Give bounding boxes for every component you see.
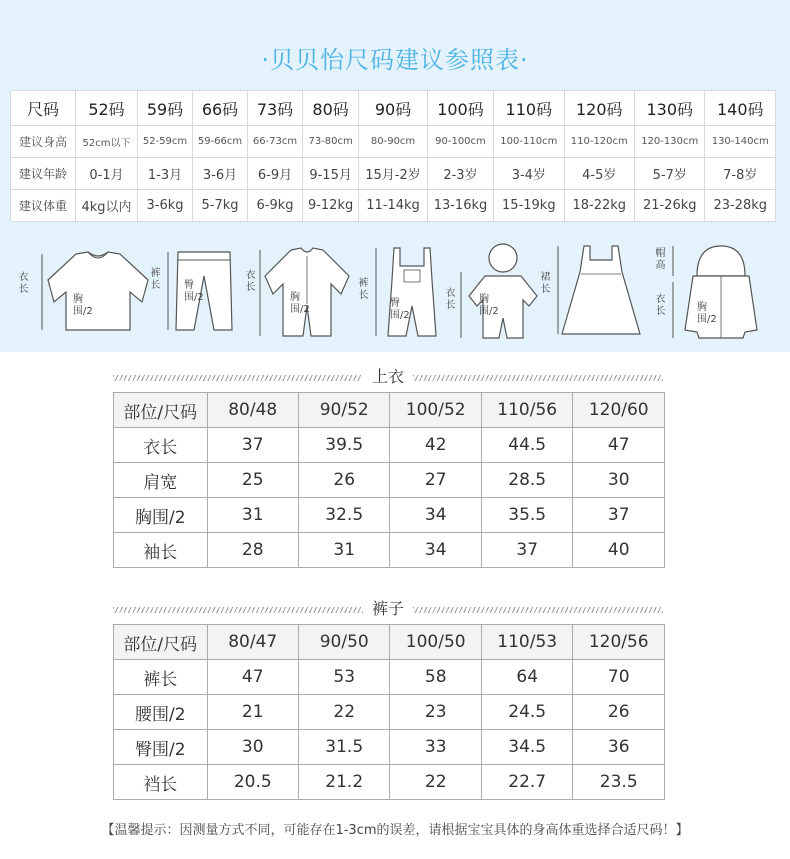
pants-header-cell: 110/53 — [481, 625, 572, 660]
size-cell: 2-3岁 — [427, 158, 493, 190]
tops-row — [114, 533, 665, 568]
size-row-label: 建议体重 — [11, 190, 76, 222]
tops-cell: 37 — [573, 498, 665, 533]
size-header-cell: 120码 — [564, 91, 634, 126]
pants-cell: 23.5 — [573, 765, 665, 800]
size-cell: 5-7kg — [193, 190, 248, 222]
pants-cell: 20.5 — [207, 765, 298, 800]
size-cell: 3-4岁 — [494, 158, 564, 190]
size-guide-banner — [0, 0, 790, 352]
pants-header-cell: 120/56 — [573, 625, 665, 660]
overalls-icon — [372, 244, 452, 340]
tops-cell: 42 — [390, 428, 481, 463]
size-cell: 5-7岁 — [635, 158, 705, 190]
size-header-row — [11, 91, 776, 126]
jacket-chest-label: 胸围/2 — [697, 302, 717, 325]
pants-header-cell: 80/47 — [207, 625, 298, 660]
jumpsuit-icon — [457, 242, 547, 342]
pants-row — [114, 660, 665, 695]
tops-cell: 25 — [207, 463, 298, 498]
size-cell: 66-73cm — [248, 126, 303, 158]
pants-cell: 47 — [207, 660, 298, 695]
size-header-cell: 100码 — [427, 91, 493, 126]
size-header-cell: 140码 — [705, 91, 776, 126]
pants-row — [114, 730, 665, 765]
size-recommendation-table — [10, 90, 776, 222]
tops-cell: 31 — [298, 533, 389, 568]
pants-cell: 21.2 — [298, 765, 389, 800]
pants-cell: 臀围/2 — [114, 730, 208, 765]
pants-header-cell: 100/50 — [390, 625, 481, 660]
tops-cell: 28.5 — [481, 463, 572, 498]
tops-cell: 39.5 — [298, 428, 389, 463]
size-cell: 23-28kg — [705, 190, 776, 222]
pants-cell: 30 — [207, 730, 298, 765]
pants-section-title — [113, 596, 663, 616]
pants-cell: 36 — [573, 730, 665, 765]
shirt-icon — [38, 246, 158, 336]
size-header-cell: 73码 — [248, 91, 303, 126]
pants-cell: 裤长 — [114, 660, 208, 695]
tops-header-cell: 90/52 — [298, 393, 389, 428]
size-header-cell: 66码 — [193, 91, 248, 126]
tops-cell: 34 — [390, 533, 481, 568]
size-header-cell: 59码 — [138, 91, 193, 126]
size-cell: 3-6月 — [193, 158, 248, 190]
tops-cell: 44.5 — [481, 428, 572, 463]
size-cell: 59-66cm — [193, 126, 248, 158]
size-header-cell: 52码 — [76, 91, 138, 126]
footer-note: 【温馨提示：因测量方式不同，可能存在1-3cm的误差，请根据宝宝具体的身高体重选择合适尺码！】 — [101, 823, 689, 838]
pants-hip-label: 臀围/2 — [184, 280, 204, 303]
pants-cell: 24.5 — [481, 695, 572, 730]
size-cell: 11-14kg — [359, 190, 428, 222]
size-cell: 120-130cm — [635, 126, 705, 158]
pants-cell: 31.5 — [298, 730, 389, 765]
tops-cell: 30 — [573, 463, 665, 498]
size-row-label: 建议年龄 — [11, 158, 76, 190]
size-cell: 52-59cm — [138, 126, 193, 158]
pants-cell: 裆长 — [114, 765, 208, 800]
pants-cell: 26 — [573, 695, 665, 730]
pants-cell: 22 — [390, 765, 481, 800]
pants-cell: 22 — [298, 695, 389, 730]
pants-cell: 64 — [481, 660, 572, 695]
tops-header-cell: 100/52 — [390, 393, 481, 428]
overalls-length-label: 裤长 — [358, 278, 369, 301]
tops-cell: 胸围/2 — [114, 498, 208, 533]
tops-cell: 37 — [207, 428, 298, 463]
pants-header-cell: 部位/尺码 — [114, 625, 208, 660]
size-cell: 110-120cm — [564, 126, 634, 158]
size-cell: 90-100cm — [427, 126, 493, 158]
size-cell: 3-6kg — [138, 190, 193, 222]
pants-icon — [164, 246, 244, 336]
hood-height-label: 帽高 — [655, 248, 666, 271]
romper-chest-label: 胸围/2 — [290, 292, 310, 315]
jacket-length-label: 衣长 — [655, 294, 666, 317]
tops-header-cell: 110/56 — [481, 393, 572, 428]
size-row — [11, 158, 776, 190]
tops-cell: 衣长 — [114, 428, 208, 463]
shirt-length-label: 衣长 — [18, 272, 29, 295]
size-cell: 7-8岁 — [705, 158, 776, 190]
size-header-cell: 90码 — [359, 91, 428, 126]
tops-row — [114, 428, 665, 463]
pants-cell: 70 — [573, 660, 665, 695]
tops-cell: 34 — [390, 498, 481, 533]
pants-header-row — [114, 625, 665, 660]
pants-cell: 53 — [298, 660, 389, 695]
size-cell: 21-26kg — [635, 190, 705, 222]
size-header-cell: 110码 — [494, 91, 564, 126]
size-row — [11, 126, 776, 158]
pants-cell: 23 — [390, 695, 481, 730]
tops-cell: 32.5 — [298, 498, 389, 533]
tops-header-row — [114, 393, 665, 428]
size-cell: 100-110cm — [494, 126, 564, 158]
jacket-icon — [669, 242, 759, 342]
tops-cell: 35.5 — [481, 498, 572, 533]
tops-header-cell: 120/60 — [573, 393, 665, 428]
pants-cell: 34.5 — [481, 730, 572, 765]
romper-length-label: 衣长 — [245, 270, 256, 293]
pants-cell: 腰围/2 — [114, 695, 208, 730]
tops-cell: 肩宽 — [114, 463, 208, 498]
tops-cell: 26 — [298, 463, 389, 498]
size-cell: 4kg以内 — [76, 190, 138, 222]
size-cell: 0-1月 — [76, 158, 138, 190]
tops-section-title — [113, 364, 663, 384]
pants-row — [114, 765, 665, 800]
tops-title-label: 上衣 — [371, 367, 404, 386]
size-header-cell: 130码 — [635, 91, 705, 126]
size-header-cell: 80码 — [303, 91, 359, 126]
pants-cell: 22.7 — [481, 765, 572, 800]
overalls-hip-label: 臀围/2 — [390, 298, 410, 321]
size-cell: 18-22kg — [564, 190, 634, 222]
tops-header-cell: 部位/尺码 — [114, 393, 208, 428]
pants-measurement-table — [113, 624, 665, 800]
pants-length-label: 裤长 — [150, 268, 161, 291]
size-cell: 9-15月 — [303, 158, 359, 190]
dress-length-label: 裙长 — [540, 272, 551, 295]
tops-row — [114, 498, 665, 533]
size-cell: 130-140cm — [705, 126, 776, 158]
size-cell: 15月-2岁 — [359, 158, 428, 190]
size-cell: 6-9kg — [248, 190, 303, 222]
size-cell: 52cm以下 — [76, 126, 138, 158]
tops-row — [114, 463, 665, 498]
size-cell: 4-5岁 — [564, 158, 634, 190]
tops-cell: 袖长 — [114, 533, 208, 568]
size-cell: 9-12kg — [303, 190, 359, 222]
size-cell: 1-3月 — [138, 158, 193, 190]
dress-icon — [556, 242, 646, 340]
size-row-label: 建议身高 — [11, 126, 76, 158]
pants-row — [114, 695, 665, 730]
garment-diagrams — [0, 236, 790, 346]
jumpsuit-chest-label: 胸围/2 — [479, 294, 499, 317]
pants-cell: 21 — [207, 695, 298, 730]
tops-measurement-table — [113, 392, 665, 568]
size-cell: 6-9月 — [248, 158, 303, 190]
tops-cell: 47 — [573, 428, 665, 463]
size-cell: 73-80cm — [303, 126, 359, 158]
tops-header-cell: 80/48 — [207, 393, 298, 428]
size-cell: 13-16kg — [427, 190, 493, 222]
size-cell: 15-19kg — [494, 190, 564, 222]
tops-cell: 28 — [207, 533, 298, 568]
tops-cell: 31 — [207, 498, 298, 533]
tops-cell: 37 — [481, 533, 572, 568]
size-row — [11, 190, 776, 222]
tops-cell: 40 — [573, 533, 665, 568]
jumpsuit-length-label: 衣长 — [445, 288, 456, 311]
pants-cell: 58 — [390, 660, 481, 695]
pants-cell: 33 — [390, 730, 481, 765]
size-cell: 80-90cm — [359, 126, 428, 158]
pants-title-label: 裤子 — [371, 599, 404, 618]
page-title: ·贝贝怡尺码建议参照表· — [261, 46, 529, 74]
shirt-chest-label: 胸围/2 — [73, 294, 93, 317]
tops-cell: 27 — [390, 463, 481, 498]
size-header-cell: 尺码 — [11, 91, 76, 126]
pants-header-cell: 90/50 — [298, 625, 389, 660]
